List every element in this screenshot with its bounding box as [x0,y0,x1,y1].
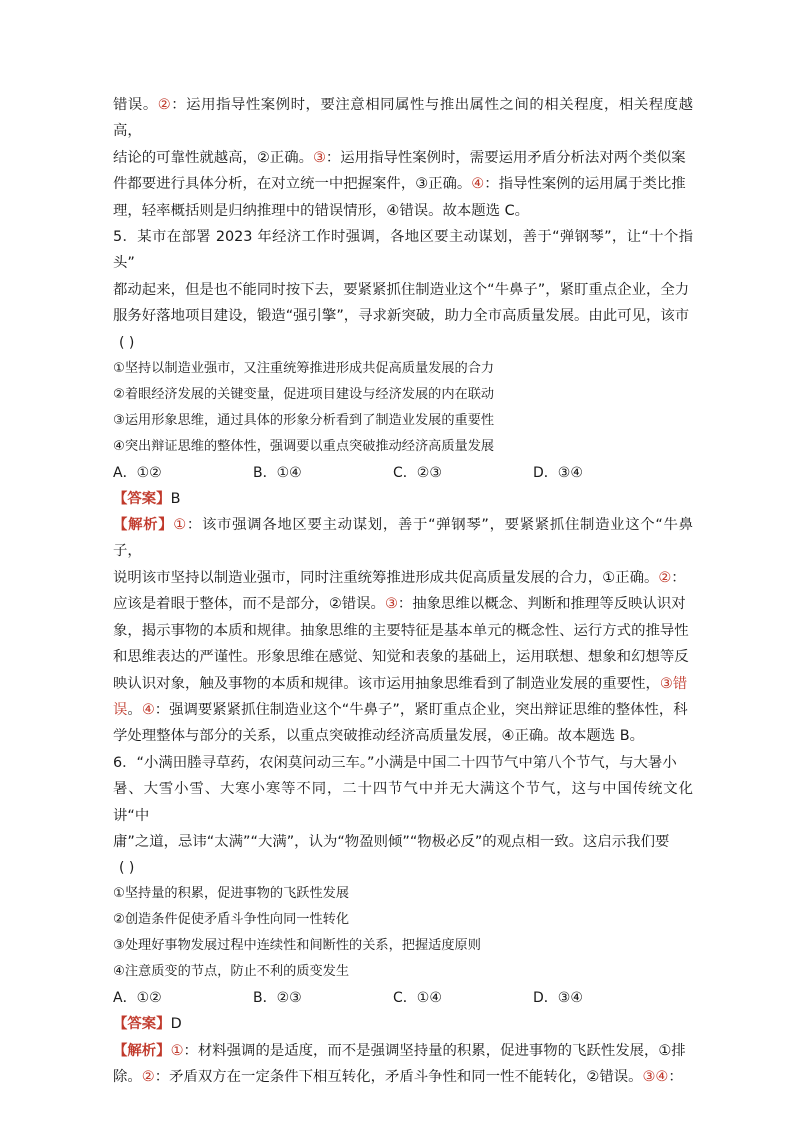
emphasis-text: ③ [312,149,326,166]
text-line [113,723,693,749]
question-5-analysis [113,512,693,750]
text-segment: 结论的可靠性就越高，②正确。 [113,149,313,166]
text-segment: 应该是着眼于整体，而不是部分，②错误。 [113,596,385,613]
text-segment: 件都要进行具体分析，在对立统一中把握案件，③正确。 [113,176,472,193]
choice-a: A．①② [113,464,162,481]
text-segment: ：抽象思维以概念、判断和推理等反映认识对 [397,596,686,613]
question-6-option-4: ④注意质变的节点，防止不利的质变发生 [113,964,350,980]
text-segment: ：指导性案例的运用属于类比推 [484,176,686,193]
emphasis-text: ④ [141,701,155,718]
question-5-option-3: ③运用形象思维，通过具体的形象分析看到了制造业发展的重要性 [113,412,495,428]
analysis-tag: 【解析】 [113,1042,171,1059]
text-line [113,591,693,617]
document-page [113,92,693,1091]
emphasis-text: ④ [471,176,485,193]
answer-bracket: ( ) [119,860,135,877]
analysis-tag: 【解析】 [113,517,174,534]
choice-c: C．①④ [393,990,442,1007]
text-line [113,92,693,145]
emphasis-text: ② [157,97,172,113]
question-5-option-1: ①坚持以制造业强市，又注重统筹推进形成共促高质量发展的合力 [113,360,495,376]
choice-d: D．③④ [533,464,583,481]
choice-d: D．③④ [533,990,583,1007]
question-6-option-2: ②创造条件促使矛盾斗争性向同一性转化 [113,912,350,928]
text-line [113,171,693,197]
text-segment: 错误。 [113,97,158,113]
text-segment: 除。 [113,1069,142,1086]
emphasis-text: ① [173,517,187,534]
question-6 [113,750,693,1091]
text-segment: 说明该市坚持以制造业强市，同时注重统筹推进形成共促高质量发展的合力，①正确。 [113,569,659,586]
emphasis-text: 误 [113,701,128,718]
text-segment: 和思维表达的严谨性。形象思维在感觉、知觉和表象的基础上，运用联想、想象和幻想等反 [113,649,689,666]
answer-tag: 【答案】 [113,490,171,507]
emphasis-text: ③错 [659,675,688,692]
question-6-stem-line: 6．“小满田塍寻草药，农闲莫问动三车。”小满是中国二十四节气中第八个节气，与大暑小 [113,754,677,771]
question-5-option-4: ④突出辩证思维的整体性，强调要以重点突破推动经济高质量发展 [113,438,495,454]
text-segment: 理，轻率概括则是归纳推理中的错误情形，④错误。故本题选 C。 [113,202,530,219]
text-segment: ： [668,1069,683,1086]
choice-b: B．②③ [253,990,302,1007]
text-line [113,1064,693,1090]
question-5-stem-line: 都动起来，但是也不能同时按下去，要紧紧抓住制造业这个“牛鼻子”，紧盯重点企业，全力 [113,281,690,298]
text-segment: 映认识对象，触及事物的本质和规律。该市运用抽象思维看到了制造业发展的重要性， [113,675,660,692]
question-5-answer [113,486,693,512]
text-line [113,671,693,697]
question-5-choices [113,460,693,486]
question-6-option-3: ③处理好事物发展过程中连续性和间断性的关系，把握适度原则 [113,938,481,954]
emphasis-text: ③ [384,596,398,613]
text-segment: ：运用指导性案例时，要注意相同属性与推出属性之间的相关程度，相关程度越高， [113,97,693,140]
answer-bracket: ( ) [119,334,135,351]
question-6-stem-line: 暑、大雪小雪、大寒小寒等不同，二十四节气中并无大满这个节气，这与中国传统文化讲“中 [113,781,693,824]
text-line [113,1038,693,1064]
emphasis-text: ② [141,1069,155,1086]
text-line [113,565,693,591]
text-line [113,644,693,670]
text-segment: ： [671,569,686,586]
answer-value: B [170,490,181,507]
text-segment: ：该市强调各地区要主动谋划，善于“弹钢琴”，要紧紧抓住制造业这个“牛鼻子， [113,517,693,560]
choice-c: C．②③ [393,464,442,481]
text-segment: ：矛盾双方在一定条件下相互转化，矛盾斗争性和同一性不能转化，②错误。 [154,1069,643,1086]
choice-b: B．①④ [253,464,302,481]
text-line [113,512,693,565]
text-segment: ：材料强调的是适度，而不是强调坚持量的积累，促进事物的飞跃性发展，①排 [183,1042,686,1059]
text-line [113,145,693,171]
text-segment: 象，揭示事物的本质和规律。抽象思维的主要特征是基本单元的概念性、运行方式的推导性 [113,622,689,639]
text-segment: ：运用指导性案例时，需要运用矛盾分析法对两个类似案 [325,149,686,166]
question-5-option-2: ②着眼经济发展的关键变量，促进项目建设与经济发展的内在联动 [113,386,495,402]
emphasis-text: ② [658,569,672,586]
question-6-answer [113,1011,693,1037]
question-6-choices [113,985,693,1011]
question-6-stem-line: 庸”之道，忌讳“太满”“大满”，认为“物盈则倾”“物极必反”的观点相一致。这启示我们要 [113,833,670,850]
text-line [113,697,693,723]
choice-a: A．①② [113,990,162,1007]
answer-value: D [170,1016,182,1033]
text-segment: 学处理整体与部分的关系，以重点突破推动经济高质量发展，④正确。故本题选 B。 [113,728,645,745]
question-5 [113,224,693,750]
question-6-option-1: ①坚持量的积累，促进事物的飞跃性发展 [113,886,350,902]
question-5-stem-line: 5．某市在部署 2023 年经济工作时强调，各地区要主动谋划，善于“弹钢琴”，让“十个指头” [113,229,693,272]
text-segment: ：强调要紧紧抓住制造业这个“牛鼻子”，紧盯重点企业，突出辩证思维的整体性，科 [154,701,688,718]
question-5-stem-line: 服务好落地项目建设，锻造“强引擎”，寻求新突破，助力全市高质量发展。由此可见，该市 [113,308,690,325]
emphasis-text: ③④ [642,1069,669,1086]
text-segment: 。 [127,701,142,718]
previous-analysis [113,92,693,224]
answer-tag: 【答案】 [113,1016,171,1033]
emphasis-text: ① [170,1042,184,1059]
text-line [113,618,693,644]
question-6-analysis [113,1038,693,1091]
text-line [113,198,693,224]
